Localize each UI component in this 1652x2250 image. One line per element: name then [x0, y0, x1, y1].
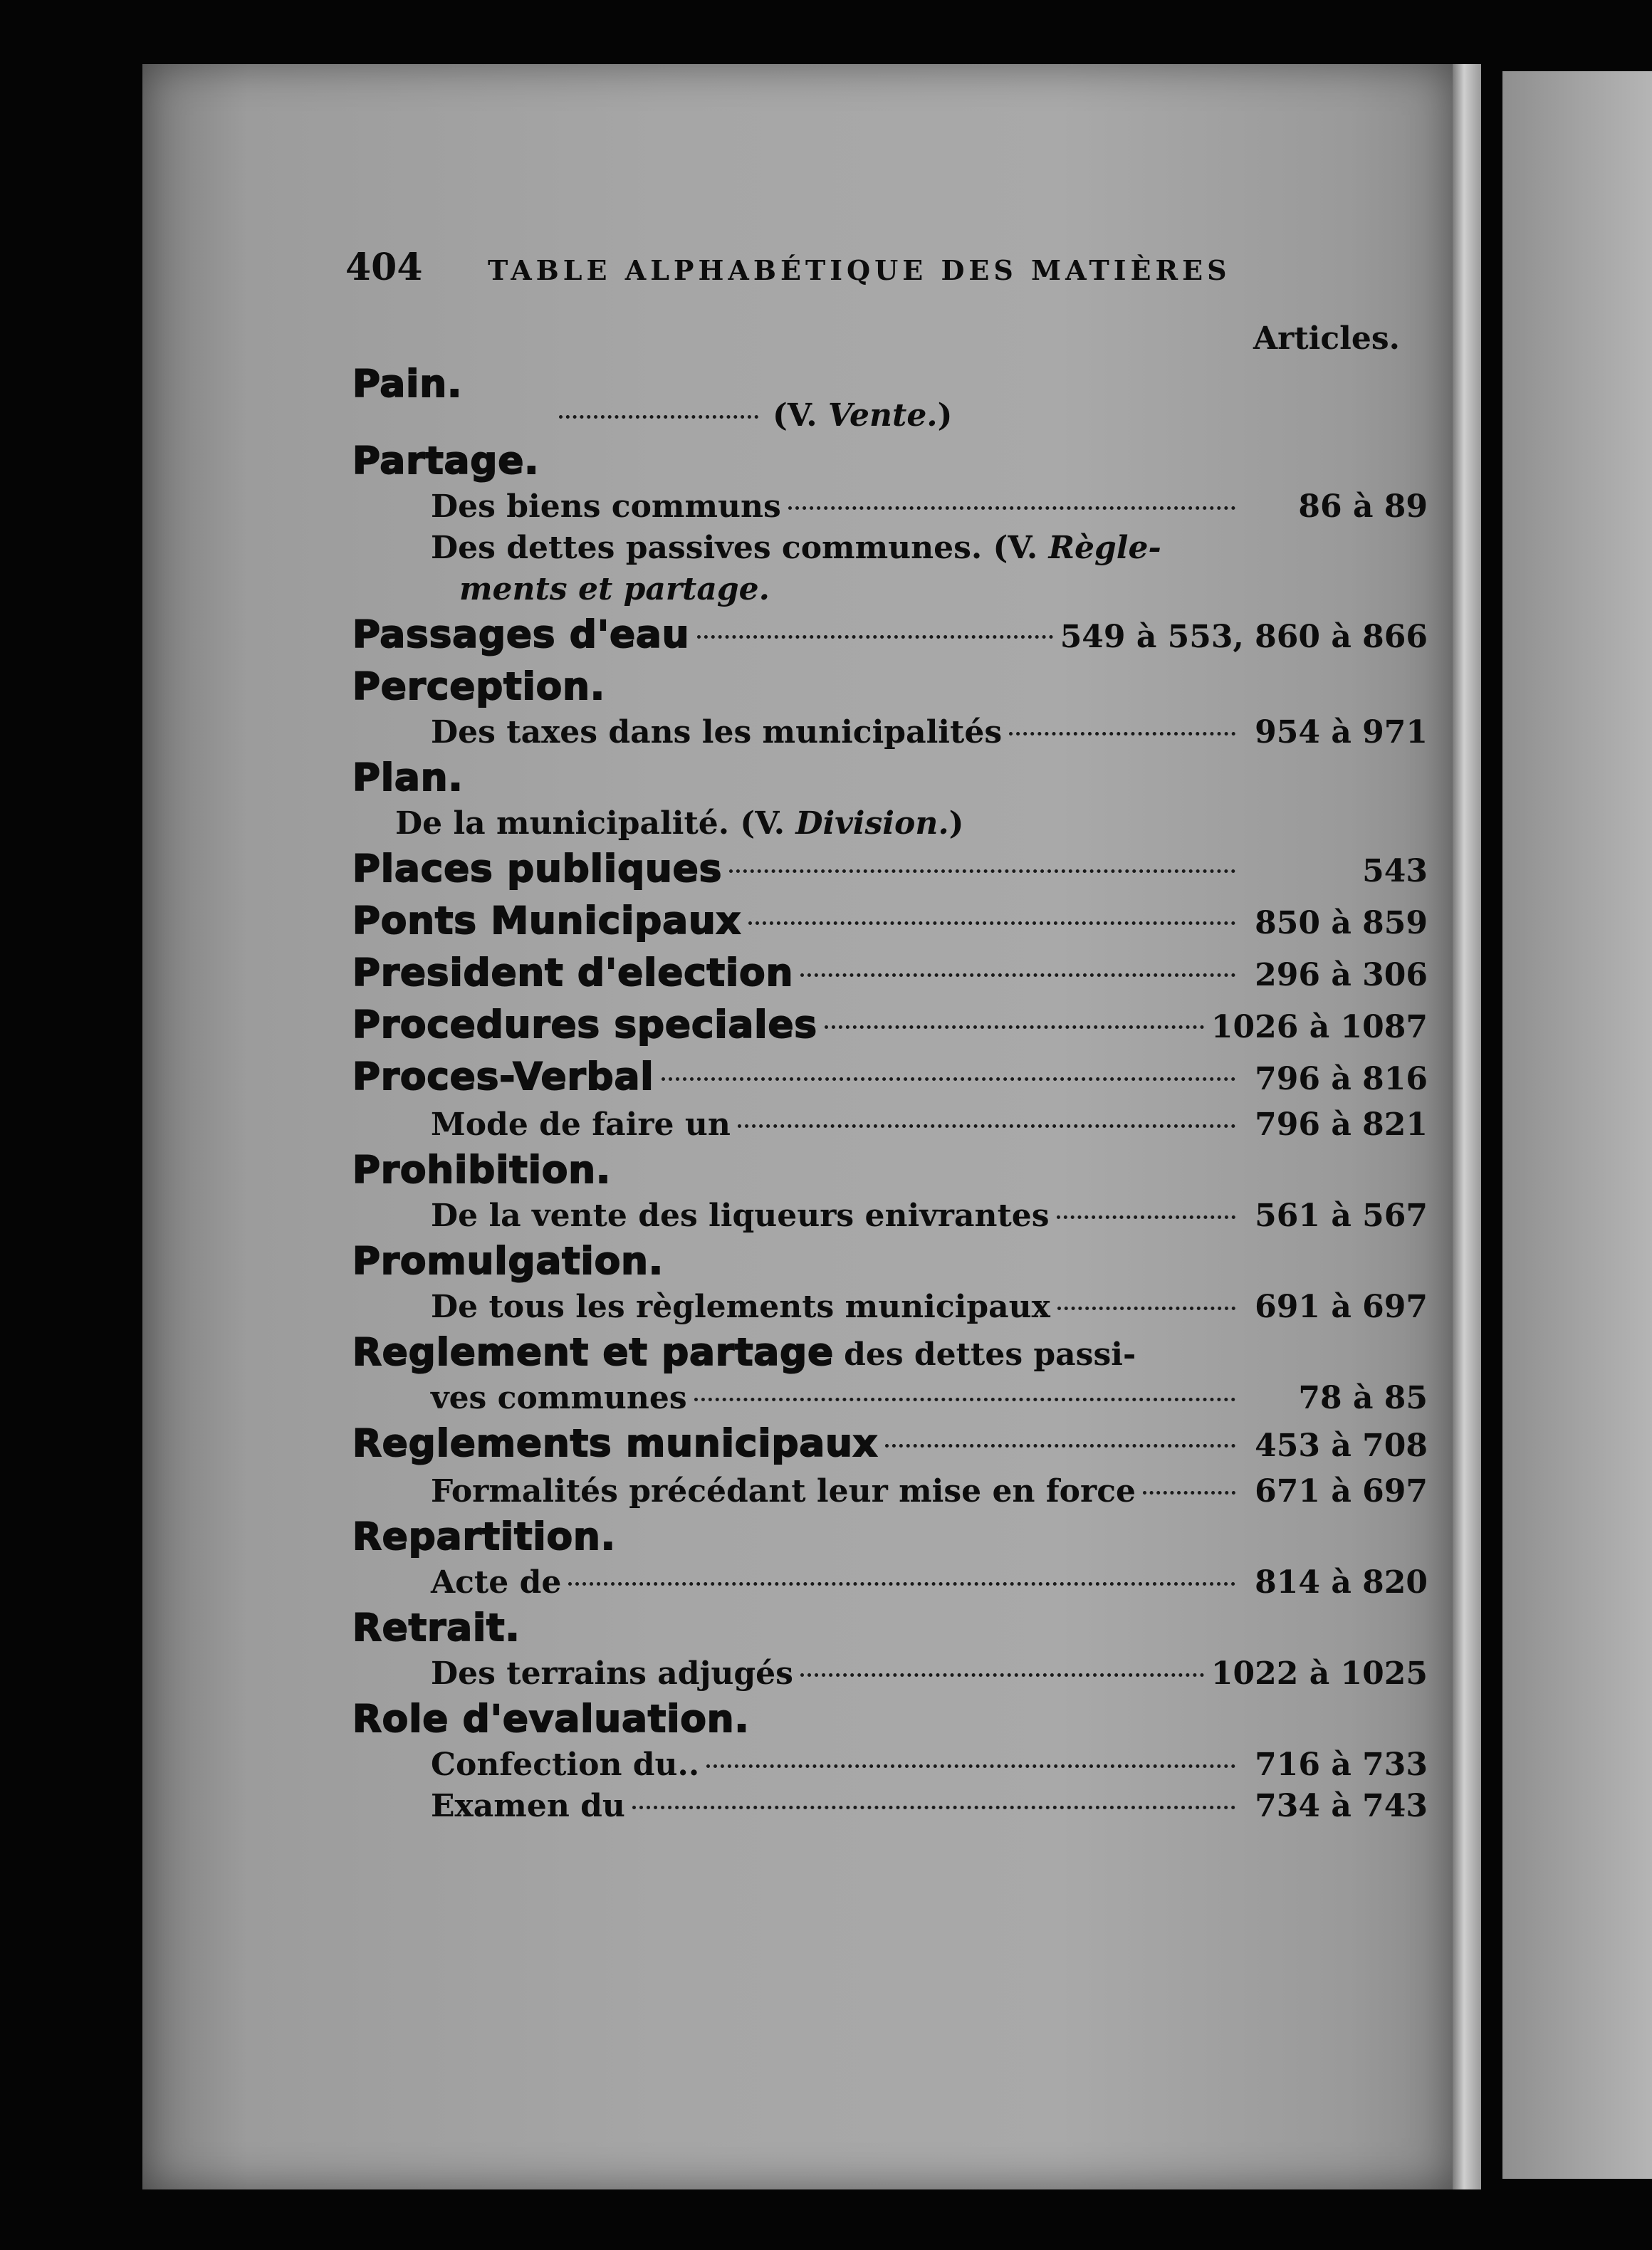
- dot-leader: [568, 1582, 1235, 1586]
- index-entries: [352, 360, 1428, 1827]
- article-reference: 296 à 306: [1255, 957, 1428, 993]
- sub-entry-continuation: ments et partage.: [459, 571, 770, 607]
- index-entry-reglements-municipaux: [352, 1419, 1428, 1512]
- index-entry-plan: [352, 753, 1428, 844]
- page-number: 404: [345, 246, 423, 289]
- page-header: [345, 246, 1235, 289]
- sub-entry: Des dettes passives communes. (V. Règle-: [431, 530, 1161, 566]
- dot-leader: [694, 1398, 1235, 1401]
- index-entry-proces-verbal: [352, 1052, 1428, 1146]
- dot-leader: [706, 1764, 1235, 1768]
- article-reference: 796 à 821: [1255, 1106, 1428, 1143]
- index-entry-prohibition: [352, 1146, 1428, 1237]
- article-reference: 561 à 567: [1255, 1198, 1428, 1234]
- articles-column-heading: Articles.: [1253, 320, 1400, 357]
- sub-entry: Des taxes dans les municipalités 954 à 971: [352, 712, 1428, 753]
- entry-heading: Places publiques: [352, 847, 723, 891]
- dot-leader: [1143, 1491, 1235, 1495]
- index-entry-perception: [352, 662, 1428, 753]
- index-entry-retrait: [352, 1603, 1428, 1695]
- entry-heading: Perception.: [352, 665, 606, 708]
- article-reference: 543: [1362, 853, 1428, 889]
- dot-leader: [788, 506, 1235, 510]
- entry-heading: Reglement et partage: [352, 1331, 835, 1374]
- entry-heading: Partage.: [352, 439, 540, 483]
- dot-leader: [1057, 1215, 1235, 1219]
- article-reference: 716 à 733: [1255, 1747, 1428, 1783]
- entry-heading: Prohibition.: [352, 1148, 612, 1192]
- page-fold-edge: [1453, 64, 1481, 2189]
- entry-heading: Repartition.: [352, 1515, 616, 1559]
- index-entry-ponts-municipaux: [352, 896, 1428, 948]
- article-reference: 796 à 816: [1255, 1061, 1428, 1097]
- article-reference: 86 à 89: [1298, 488, 1428, 525]
- dot-leader: [662, 1077, 1235, 1081]
- sub-entry: Formalités précédant leur mise en force 671 à 697: [352, 1471, 1428, 1512]
- article-reference: 954 à 971: [1255, 714, 1428, 750]
- index-entry-reglement-et-partage: [352, 1328, 1428, 1419]
- index-entry-partage: [352, 436, 1428, 610]
- entry-heading: Proces-Verbal: [352, 1055, 654, 1099]
- sub-entry: Examen du 734 à 743: [352, 1786, 1428, 1827]
- article-reference: 814 à 820: [1255, 1564, 1428, 1601]
- article-reference: 453 à 708: [1255, 1428, 1428, 1464]
- article-reference: 671 à 697: [1255, 1473, 1428, 1509]
- sub-entry: Acte de 814 à 820: [352, 1562, 1428, 1603]
- sub-entry-continuation: ves communes 78 à 85: [352, 1378, 1428, 1419]
- sub-entry: De la vente des liqueurs enivrantes 561 à 567: [352, 1195, 1428, 1237]
- dot-leader: [738, 1124, 1235, 1128]
- sub-entry: De tous les règlements municipaux 691 à 697: [352, 1287, 1428, 1328]
- entry-heading: Role d'evaluation.: [352, 1697, 750, 1741]
- sub-entry: Confection du.. 716 à 733: [352, 1744, 1428, 1786]
- dot-leader: [885, 1444, 1235, 1448]
- dot-leader: [697, 635, 1053, 639]
- dot-leader: [800, 1673, 1204, 1677]
- entry-heading: Passages d'eau: [352, 613, 690, 656]
- entry-heading: Promulgation.: [352, 1240, 664, 1283]
- facing-page-edge: [1502, 71, 1652, 2179]
- article-reference: 850 à 859: [1255, 905, 1428, 941]
- article-reference: 78 à 85: [1298, 1380, 1428, 1416]
- index-entry-role-devaluation: [352, 1695, 1428, 1827]
- sub-entry: Mode de faire un 796 à 821: [352, 1104, 1428, 1146]
- index-entry-promulgation: [352, 1237, 1428, 1328]
- dot-leader: [1057, 1307, 1235, 1310]
- index-entry-places-publiques: [352, 844, 1428, 896]
- sub-entry: Des terrains adjugés 1022 à 1025: [352, 1653, 1428, 1695]
- article-reference: 1026 à 1087: [1211, 1009, 1428, 1045]
- index-entry-repartition: [352, 1512, 1428, 1603]
- index-entry-passages-deau: [352, 610, 1428, 662]
- index-entry-president-delection: [352, 948, 1428, 1000]
- dot-leader: [825, 1025, 1204, 1029]
- entry-heading: Plan.: [352, 756, 464, 800]
- dot-leader: [800, 973, 1235, 977]
- running-title: TABLE ALPHABÉTIQUE DES MATIÈRES: [488, 254, 1231, 286]
- dot-leader: [1009, 732, 1235, 736]
- entry-heading-tail: des dettes passi-: [844, 1336, 1136, 1373]
- entry-heading: Retrait.: [352, 1606, 521, 1650]
- cross-reference: (V. Vente.): [352, 395, 1428, 436]
- dot-leader: [559, 415, 758, 419]
- entry-heading: President d'election: [352, 951, 794, 995]
- article-reference: 1022 à 1025: [1211, 1655, 1428, 1692]
- dot-leader: [729, 869, 1235, 873]
- article-reference: 549 à 553, 860 à 866: [1060, 619, 1428, 655]
- dot-leader: [748, 921, 1235, 925]
- dot-leader: [632, 1806, 1235, 1809]
- sub-entry: Des biens communs 86 à 89: [352, 486, 1428, 528]
- entry-heading: Reglements municipaux: [352, 1422, 879, 1465]
- sub-entry: De la municipalité. (V. Division.): [395, 805, 964, 842]
- index-entry-pain: [352, 360, 1428, 436]
- entry-heading: Ponts Municipaux: [352, 899, 741, 943]
- entry-heading: Procedures speciales: [352, 1003, 817, 1047]
- article-reference: 691 à 697: [1255, 1289, 1428, 1325]
- index-entry-procedures-speciales: [352, 1000, 1428, 1052]
- entry-heading: Pain.: [352, 362, 463, 406]
- article-reference: 734 à 743: [1255, 1788, 1428, 1824]
